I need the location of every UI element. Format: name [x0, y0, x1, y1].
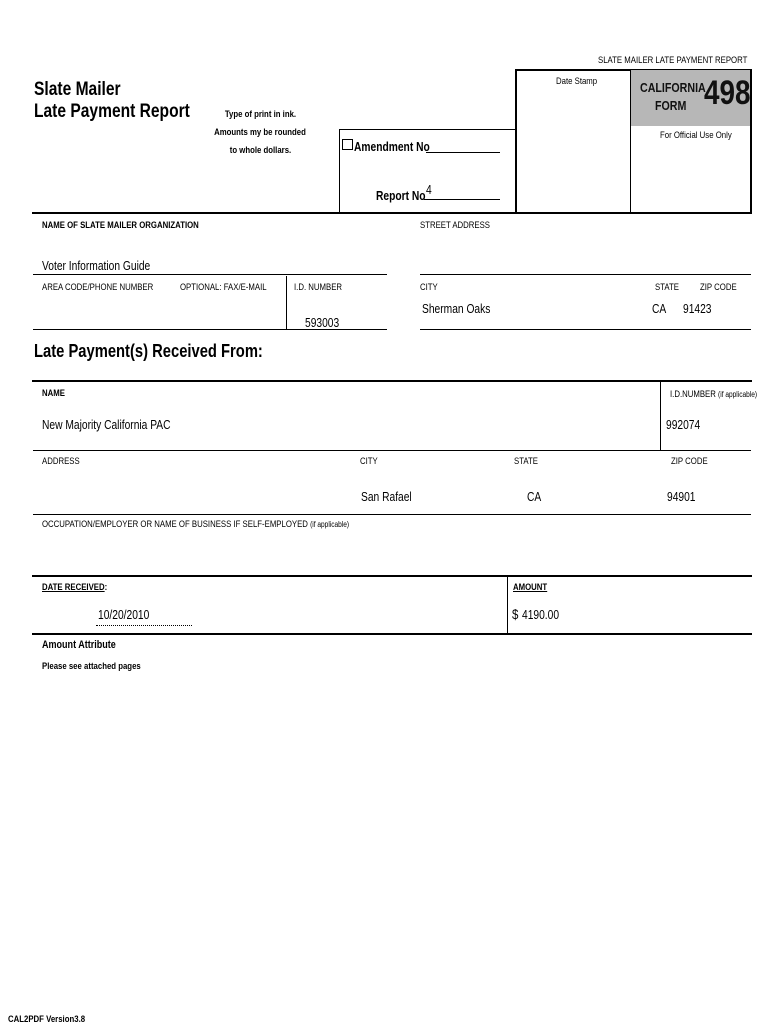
payer-name-label: NAME — [42, 388, 65, 399]
amount-attribute-label: Amount Attribute — [42, 639, 116, 651]
report-label: Report No — [376, 189, 426, 203]
instruction-line-3: to whole dollars. — [229, 145, 291, 156]
payer-id-label — [670, 389, 757, 400]
official-use-label: For Official Use Only — [660, 130, 732, 141]
date-received-label — [42, 582, 107, 593]
payer-city-value: San Rafael — [361, 490, 412, 504]
payer-name-value: New Majority California PAC — [42, 418, 171, 432]
org-id-label: I.D. NUMBER — [294, 282, 343, 293]
street-address-label: STREET ADDRESS — [420, 220, 490, 231]
section-title: Late Payment(s) Received From: — [34, 341, 263, 361]
org-name-value: Voter Information Guide — [42, 259, 151, 273]
payer-id-label-note: (if applicable) — [718, 390, 758, 399]
payer-zip-label: ZIP CODE — [671, 456, 708, 467]
occupation-label-note: (if applicable) — [310, 520, 350, 529]
instruction-line-2: Amounts my be rounded — [214, 127, 306, 138]
payer-state-label: STATE — [514, 456, 538, 467]
form-top-title: SLATE MAILER LATE PAYMENT REPORT — [598, 55, 748, 66]
phone-label: AREA CODE/PHONE NUMBER — [42, 282, 154, 293]
payer-id-value: 992074 — [666, 418, 701, 432]
date-received-colon: : — [104, 582, 108, 593]
occupation-label-text: OCCUPATION/EMPLOYER OR NAME OF BUSINESS IF SELF-EMPLOYED — [42, 519, 308, 530]
org-state-value: CA — [652, 302, 667, 316]
payer-address-label: ADDRESS — [42, 456, 80, 467]
form-number: 498 — [704, 74, 751, 112]
report-number-value: 4 — [426, 183, 432, 197]
currency-symbol: $ — [512, 606, 519, 622]
org-zip-value: 91423 — [683, 302, 712, 316]
fax-email-label: OPTIONAL: FAX/E-MAIL — [180, 282, 267, 293]
form-state-label: CALIFORNIA — [640, 80, 706, 95]
amount-attribute-value: Please see attached pages — [42, 661, 141, 672]
version-footer: CAL2PDF Version3.8 — [8, 1014, 86, 1025]
amount-label: AMOUNT — [513, 582, 548, 593]
amendment-number-field[interactable] — [426, 152, 500, 153]
org-id-value: 593003 — [305, 316, 340, 330]
payer-city-label: CITY — [360, 456, 378, 467]
org-city-label: CITY — [420, 282, 438, 293]
amount-value: 4190.00 — [522, 608, 560, 622]
form-title-line1: Slate Mailer — [34, 79, 121, 100]
form-title-line2: Late Payment Report — [34, 101, 190, 122]
date-received-value: 10/20/2010 — [98, 608, 150, 622]
occupation-label — [42, 519, 349, 530]
date-received-label-text: DATE RECEIVED — [42, 582, 105, 593]
org-name-label: NAME OF SLATE MAILER ORGANIZATION — [42, 220, 199, 231]
amendment-checkbox[interactable] — [342, 139, 353, 150]
instructions-block — [200, 104, 320, 158]
date-stamp-label: Date Stamp — [556, 76, 598, 87]
payer-zip-value: 94901 — [667, 490, 696, 504]
org-state-label: STATE — [655, 282, 679, 293]
org-zip-label: ZIP CODE — [700, 282, 737, 293]
amendment-label: Amendment No — [354, 140, 430, 154]
org-city-value: Sherman Oaks — [422, 302, 491, 316]
payer-state-value: CA — [527, 490, 542, 504]
instruction-line-1: Type of print in ink. — [224, 109, 296, 120]
form-word-label: FORM — [655, 98, 687, 113]
payer-id-label-text: I.D.NUMBER — [670, 389, 716, 400]
